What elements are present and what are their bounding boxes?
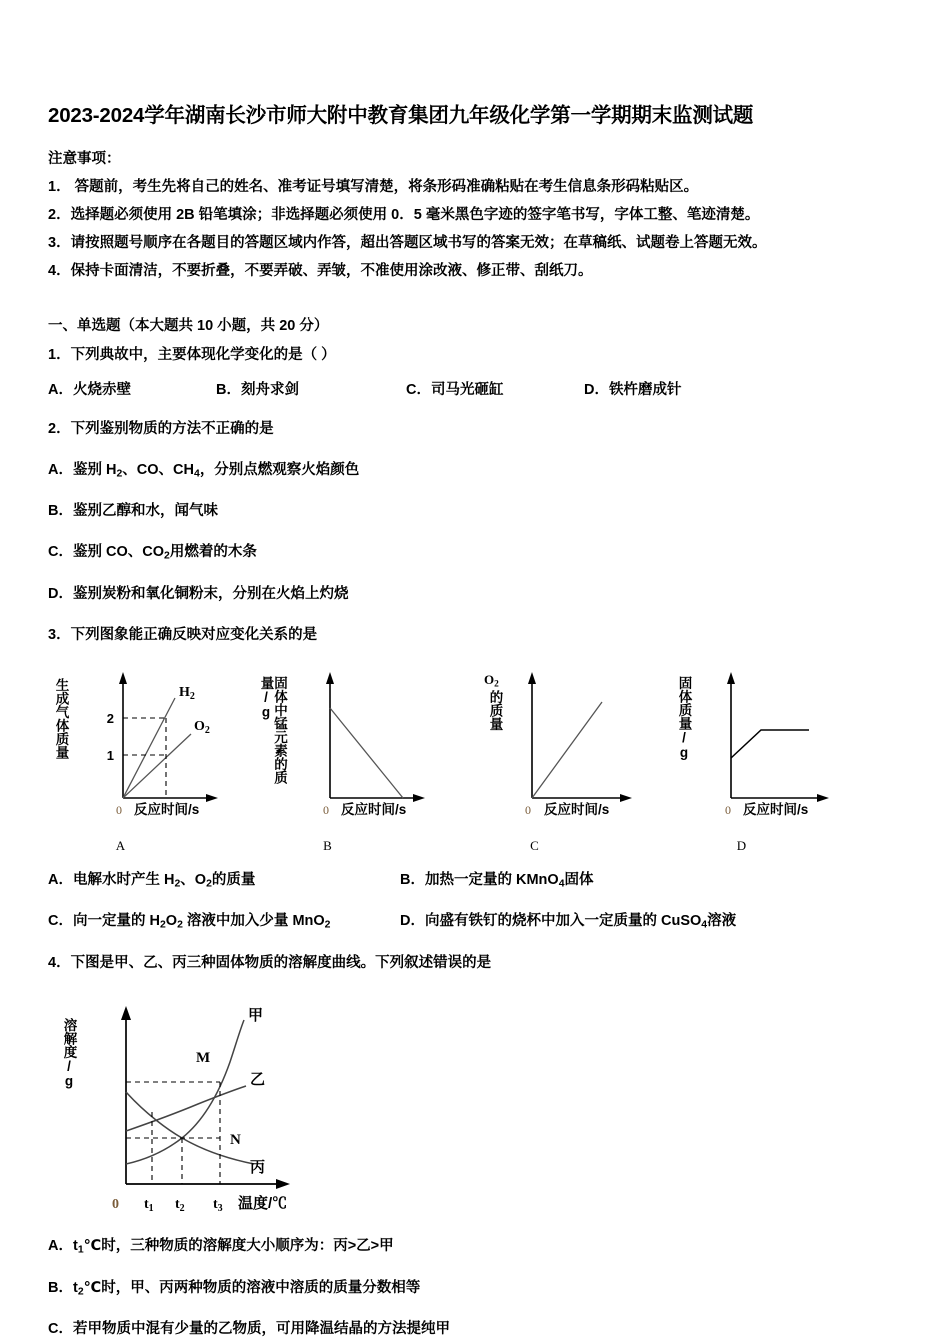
chart-b-y-arrow (326, 672, 334, 684)
option-2-d[interactable] (48, 582, 902, 603)
option-2-c-sub1: 2 (164, 550, 170, 562)
solubility-label-yi: 乙 (250, 1071, 266, 1089)
solubility-ylabel: 溶解度/g (61, 1018, 77, 1089)
option-2-a-post: ，分别点燃观察火焰颜色 (199, 461, 360, 478)
option-4-c-label: C． (48, 1321, 73, 1338)
option-2-a-sub2: 4 (194, 468, 200, 480)
option-1-b-text: 刻舟求剑 (240, 381, 299, 398)
option-4-a-pre: t (72, 1238, 78, 1255)
option-1-b[interactable] (216, 378, 406, 399)
question-4-stem (48, 951, 902, 972)
option-3-a[interactable] (48, 868, 400, 890)
chart-d-xlabel: 反应时间/s (743, 801, 809, 817)
question-1-options (48, 378, 902, 399)
chart-d-ylabel: 固体质量/g (676, 675, 692, 760)
chart-a-series-o2 (123, 734, 191, 798)
option-3-b-post: 固体 (564, 871, 594, 888)
chart-b-caption: B (323, 837, 332, 853)
question-3-options-row-1 (48, 868, 902, 890)
solubility-series-yi-helper2 (126, 1090, 244, 1138)
option-1-b-label: B． (216, 381, 241, 398)
chart-c-ylabel-o2: $O_2$ (484, 671, 499, 690)
option-3-a-sub1: 2 (174, 878, 181, 890)
option-4-a-post: ℃时，三种物质的溶解度大小顺序为：丙>乙>甲 (83, 1238, 394, 1255)
option-2-d-text: 鉴别炭粉和氧化铜粉末，分别在火焰上灼烧 (72, 585, 349, 602)
option-3-c-sub1: 2 (159, 920, 166, 932)
option-2-c-pre: 鉴别 CO、CO (72, 544, 165, 561)
page-title: 2023-2024学年湖南长沙市师大附中教育集团九年级化学第一学期期末监测试题 (48, 104, 754, 127)
question-4-text: 下图是甲、乙、丙三种固体物质的溶解度曲线。下列叙述错误的是 (70, 955, 492, 972)
option-2-a-sub1: 2 (116, 468, 123, 480)
solubility-label-jia: 甲 (248, 1007, 264, 1025)
option-3-c-pre: 向一定量的 H (72, 913, 160, 930)
option-3-a-mid: 、O (180, 871, 207, 888)
chart-a (48, 656, 233, 854)
option-4-b-label: B． (48, 1279, 73, 1296)
question-3-stem (48, 623, 902, 644)
solubility-series-yi-helper (126, 1122, 182, 1138)
option-1-a-label: A． (48, 381, 73, 398)
chart-a-series-h2 (123, 698, 175, 798)
chart-c-caption: C (530, 837, 539, 853)
option-4-b-post: ℃时，甲、丙两种物质的溶液中溶质的质量分数相等 (83, 1279, 421, 1296)
notice-item-4: 4．保持卡面清洁，不要折叠，不要弄破、弄皱，不准使用涂改液、修正带、刮纸刀。 (48, 262, 593, 279)
option-2-b-label: B． (48, 503, 73, 520)
chart-b-ylabel: 固体中锰元素的质量/g (258, 675, 287, 784)
chart-b-series (330, 708, 403, 798)
exam-page (48, 0, 902, 1344)
solubility-xlabel: 温度/℃ (238, 1195, 288, 1213)
option-4-a[interactable] (48, 1234, 902, 1256)
chart-c-ylabel-rest: 的质量 (487, 689, 503, 731)
chart-a-caption: A (115, 837, 126, 853)
chart-a-x-arrow (206, 794, 218, 802)
option-4-b-sub1: 2 (77, 1286, 84, 1298)
option-2-b-text: 鉴别乙醇和水，闻气味 (72, 503, 218, 520)
option-3-a-pre: 电解水时产生 H (72, 871, 175, 888)
option-4-b[interactable] (48, 1276, 902, 1298)
chart-d-x-arrow (817, 794, 829, 802)
option-1-a-text: 火烧赤壁 (72, 381, 131, 398)
solubility-xtick-t3: $t_3$ (213, 1197, 223, 1215)
solubility-xtick-t1: $t_1$ (144, 1197, 154, 1215)
chart-b-xlabel: 反应时间/s (341, 801, 407, 817)
option-2-c-label: C． (48, 544, 73, 561)
option-2-a-pre: 鉴别 H (72, 461, 117, 478)
option-1-d-label: D． (584, 381, 609, 398)
option-3-b-pre: 加热一定量的 KMnO (424, 871, 559, 888)
option-3-b-label: B． (400, 871, 425, 888)
option-3-d-sub1: 4 (701, 920, 708, 932)
option-1-d[interactable] (584, 378, 681, 399)
chart-d-origin: 0 (725, 802, 731, 816)
option-3-a-label: A． (48, 871, 73, 888)
option-2-b[interactable] (48, 499, 902, 520)
chart-c-xlabel: 反应时间/s (544, 801, 610, 817)
chart-a-ytick-1: 1 (106, 747, 114, 763)
question-1-stem (48, 343, 902, 364)
chart-a-xlabel: 反应时间/s (134, 801, 200, 817)
question-2-text: 下列鉴别物质的方法不正确的是 (70, 420, 274, 437)
question-3-options-row-2 (48, 909, 902, 931)
notice-item-3: 3．请按照题号顺序在各题目的答题区域内作答，超出答题区域书写的答案无效；在草稿纸、试题卷上答题无效。 (48, 234, 767, 251)
chart-b-x-arrow (413, 794, 425, 802)
chart-d-series (731, 730, 809, 758)
question-3-figures (48, 656, 902, 854)
solubility-svg (48, 986, 348, 1218)
solubility-series-jia (126, 1020, 244, 1164)
option-2-d-label: D． (48, 585, 73, 602)
solubility-series-yi (126, 1086, 246, 1131)
option-3-d-label: D． (400, 913, 425, 930)
option-1-c[interactable] (406, 378, 584, 399)
option-4-a-sub1: 1 (77, 1244, 84, 1256)
chart-d-svg (669, 656, 854, 816)
chart-a-origin: 0 (116, 802, 122, 816)
option-3-d[interactable] (400, 909, 736, 931)
chart-a-y-arrow (119, 672, 127, 684)
solubility-xtick-t2: $t_2$ (175, 1197, 185, 1215)
solubility-origin: 0 (112, 1197, 119, 1213)
option-4-c-text: 若甲物质中混有少量的乙物质，可用降温结晶的方法提纯甲 (72, 1321, 450, 1338)
solubility-label-bing: 丙 (250, 1159, 266, 1177)
option-3-a-post: 的质量 (211, 871, 256, 888)
chart-d-y-arrow (727, 672, 735, 684)
option-1-c-label: C． (406, 381, 431, 398)
chart-a-ylabel: 生成气体质量 (53, 677, 69, 759)
option-1-a[interactable] (48, 378, 216, 399)
solubility-label-M: M (196, 1050, 211, 1067)
solubility-y-arrow (121, 1006, 131, 1020)
chart-c-x-arrow (620, 794, 632, 802)
question-4-number: 4． (48, 955, 71, 972)
option-3-d-post: 溶液 (707, 913, 737, 930)
option-3-b-sub1: 4 (558, 878, 565, 890)
chart-b-origin: 0 (323, 802, 329, 816)
option-2-c[interactable] (48, 540, 902, 562)
option-2-c-post: 用燃着的木条 (169, 544, 257, 561)
option-3-c-mid: O (165, 913, 178, 930)
option-3-c-sub2: 2 (177, 920, 183, 932)
chart-d (669, 656, 854, 854)
question-2-number: 2． (48, 420, 71, 437)
question-1-number: 1． (48, 346, 71, 363)
chart-a-ytick-2: 2 (106, 710, 114, 726)
chart-a-svg (48, 656, 233, 816)
chart-a-label-o2: $O_2$ (194, 718, 210, 736)
chart-a-label-h2: $H_2$ (179, 684, 195, 702)
option-3-a-sub2: 2 (206, 878, 212, 890)
option-3-c-sub3: 2 (324, 920, 331, 932)
question-2-stem (48, 417, 902, 438)
option-1-d-text: 铁杵磨成针 (608, 381, 682, 398)
option-2-a[interactable] (48, 458, 902, 480)
question-1-text: 下列典故中，主要体现化学变化的是（ ） (70, 346, 336, 363)
option-1-c-text: 司马光砸缸 (430, 381, 504, 398)
question-3-text: 下列图象能正确反映对应变化关系的是 (70, 626, 318, 643)
option-4-b-pre: t (72, 1279, 78, 1296)
notice-heading: 注意事项： (48, 150, 121, 167)
option-4-c[interactable] (48, 1317, 902, 1338)
solubility-label-N: N (230, 1132, 241, 1149)
notice-item-2: 2．选择题必须使用 2B 铅笔填涂；非选择题必须使用 0．5 毫米黑色字迹的签字笔书写，字体工整、笔迹清楚。 (48, 206, 760, 223)
chart-c-origin: 0 (525, 802, 531, 816)
option-3-d-pre: 向盛有铁钉的烧杯中加入一定质量的 CuSO (424, 913, 702, 930)
notice-item-1: 1． 答题前，考生先将自己的姓名、准考证号填写清楚，将条形码准确粘贴在考生信息条形码粘贴区。 (48, 178, 699, 195)
chart-c-y-arrow (528, 672, 536, 684)
solubility-x-arrow (276, 1179, 290, 1189)
chart-b (255, 656, 440, 854)
question-3-number: 3． (48, 626, 71, 643)
option-3-c-post: 溶液中加入少量 MnO (182, 913, 325, 930)
option-2-a-mid: 、CO、CH (122, 461, 194, 478)
chart-c (462, 656, 647, 854)
option-4-a-label: A． (48, 1238, 73, 1255)
section-heading: 一、单选题（本大题共 10 小题，共 20 分） (48, 317, 329, 334)
chart-c-series (532, 702, 602, 798)
option-3-c-label: C． (48, 913, 73, 930)
option-2-a-label: A． (48, 461, 73, 478)
chart-d-caption: D (736, 837, 747, 853)
solubility-series-bing (126, 1092, 254, 1164)
solubility-figure (48, 986, 902, 1218)
option-3-b[interactable] (400, 868, 594, 890)
option-3-c[interactable] (48, 909, 400, 931)
